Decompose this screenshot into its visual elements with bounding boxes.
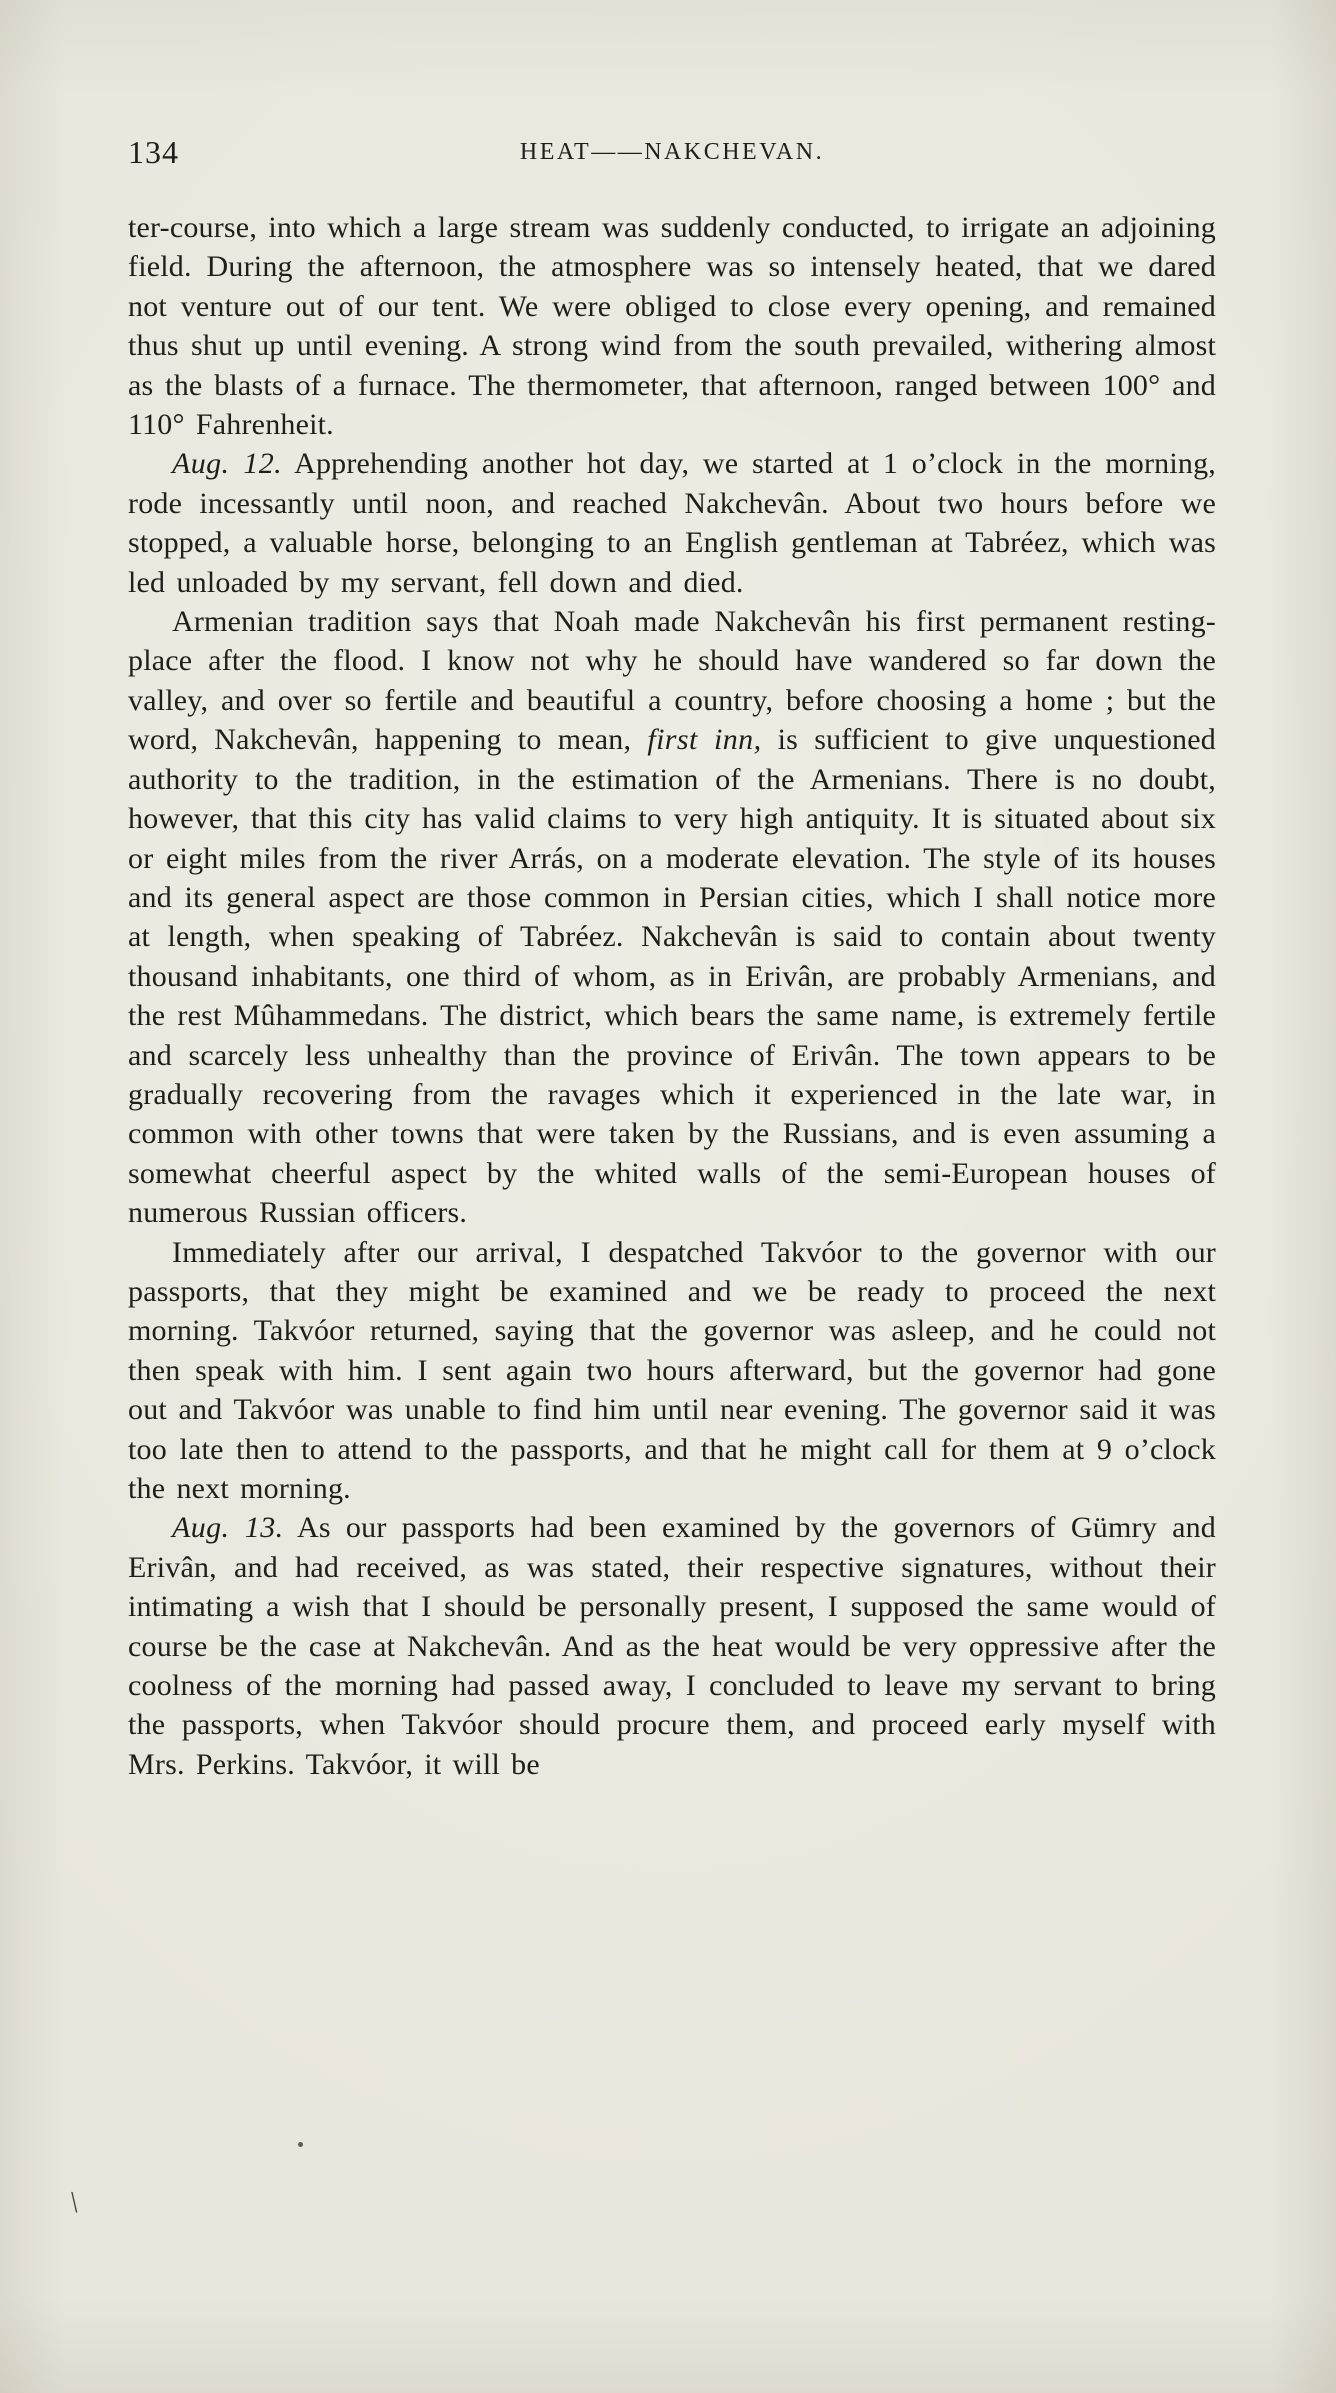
italic-text-segment: Aug. 12.: [172, 447, 283, 481]
running-header: HEAT——NAKCHEVAN.: [519, 139, 825, 165]
italic-text-segment: Aug. 13.: [172, 1511, 284, 1545]
text-segment: Armenian tradition says that Noah made Nakchevân his first permanent resting-place after the flood. I know not why he should have wandered so far down the valley, and over so fertile and beautiful a country, before choosing a home ; but the word, Nakchevân, happening to mean,: [128, 605, 1216, 757]
italic-text-segment: first inn,: [647, 723, 762, 757]
stray-pencil-mark: \: [68, 2185, 81, 2220]
text-segment: As our passports had been examined by the governors of Gümry and Erivân, and had received, as was stated, their respective signatures, without their intimating a wish that I should be personally present, I supposed the same would of course be the case at Nakchevân. And as the heat would be very oppressive after the coolness of the morning had passed away, I concluded to leave my servant to bring the passports, when Takvóor should procure them, and proceed early myself with Mrs. Perkins. Takvóor, it will be: [128, 1511, 1216, 1781]
ink-speck: [298, 2142, 303, 2147]
paragraph: [128, 602, 1216, 1233]
paragraph: [128, 1233, 1216, 1509]
paragraph: [128, 208, 1216, 444]
text-segment: ter-course, into which a large stream was suddenly conducted, to irrigate an adjoining field. During the afternoon, the atmosphere was so intensely heated, that we dared not venture out of our tent. We were obliged to close every opening, and remained thus shut up until evening. A strong wind from the south prevailed, withering almost as the blasts of a furnace. The thermometer, that afternoon, ranged between 100° and 110° Fahrenheit.: [128, 211, 1216, 442]
text-segment: is sufficient to give unquestioned authority to the tradition, in the estimation of the Armenians. There is no doubt, however, that this city has valid claims to very high antiquity. It is situated about six or eight miles from the river Arrás, on a moderate elevation. The style of its houses and its general aspect are those common in Persian cities, which I shall notice more at length, when speaking of Tabréez. Nakchevân is said to contain about twenty thousand inhabitants, one third of whom, as in Erivân, are probably Armenians, and the rest Mûhammedans. The district, which bears the same name, is extremely fertile and scarcely less unhealthy than the province of Erivân. The town appears to be gradually recovering from the ravages which it experienced in the late war, in common with other towns that were taken by the Russians, and is even assuming a somewhat cheerful aspect by the whited walls of the semi-European houses of numerous Russian officers.: [128, 723, 1216, 1230]
page-number: 134: [128, 134, 179, 170]
text-segment: Apprehending another hot day, we started at 1 o’clock in the morning, rode incessantly until noon, and reached Nakchevân. About two hours before we stopped, a valuable horse, belonging to an English gentleman at Tabréez, which was led unloaded by my servant, fell down and died.: [128, 447, 1216, 599]
page-body: [128, 208, 1216, 1784]
paragraph: [128, 1508, 1216, 1784]
text-segment: Immediately after our arrival, I despatched Takvóor to the governor with our passports, that they might be examined and we be ready to proceed the next morning. Takvóor returned, saying that the governor was asleep, and he could not then speak with him. I sent again two hours afterward, but the governor had gone out and Takvóor was unable to find him until near evening. The governor said it was too late then to attend to the passports, and that he might call for them at 9 o’clock the next morning.: [128, 1235, 1216, 1505]
paragraph: [128, 444, 1216, 602]
page-header: [128, 134, 1216, 174]
